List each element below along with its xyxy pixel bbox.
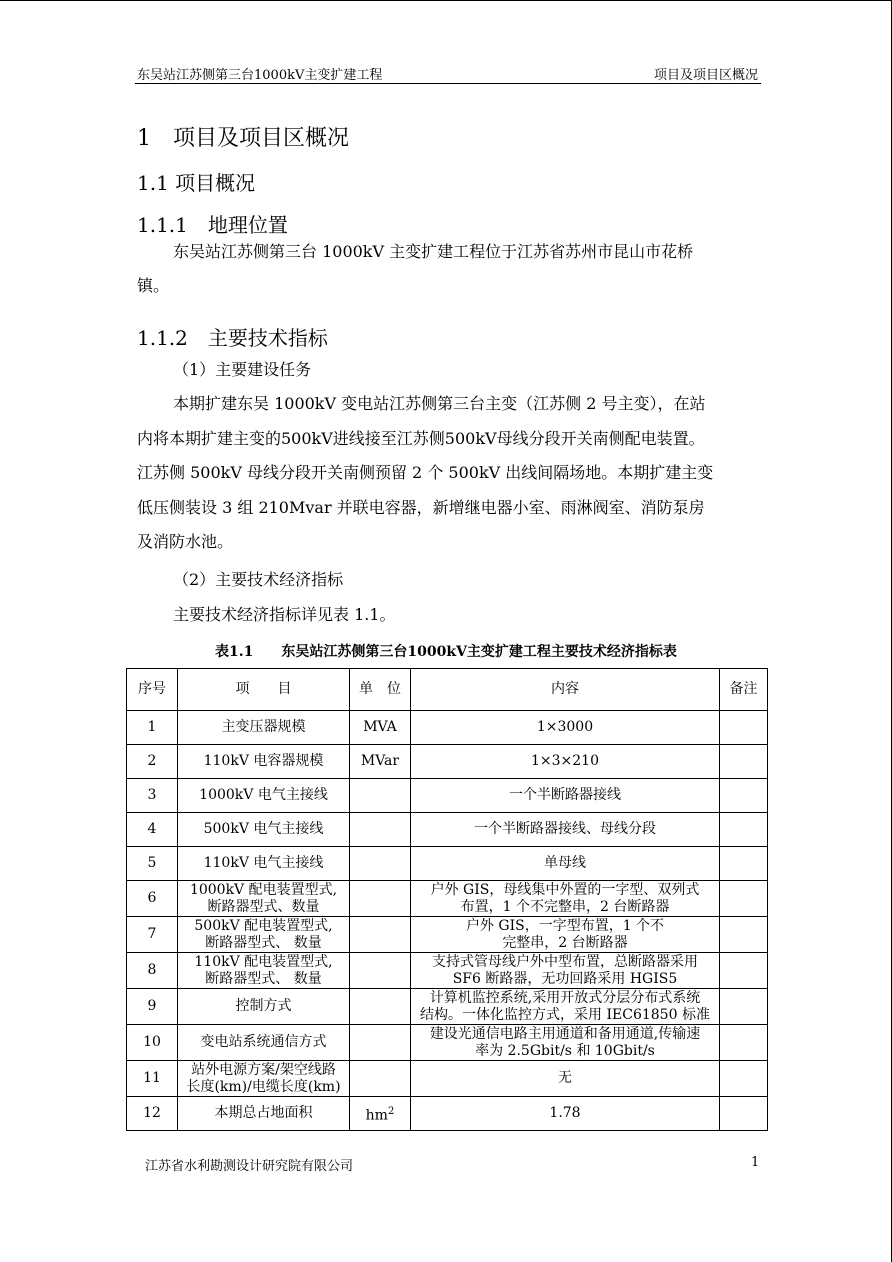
cell-line: 布置，1 个不完整串，2 台断路器 [460, 898, 670, 915]
cell-content [411, 1061, 720, 1097]
table-row [127, 989, 768, 1025]
cell-unit [350, 917, 411, 953]
cell-content [411, 745, 720, 779]
unit-text: MVA [363, 719, 397, 735]
cell-unit [350, 813, 411, 847]
table-row [127, 745, 768, 779]
cell-item [178, 881, 350, 917]
cell-note [720, 953, 768, 989]
header-item: 项 目 [178, 669, 350, 711]
cell-line: 110kV 配电装置型式, [194, 953, 333, 970]
cell-item [178, 1061, 350, 1097]
cell-line: 断路器型式、数量 [207, 898, 320, 915]
tech-econ-reference: 主要技术经济指标详见表 1.1。 [173, 605, 396, 624]
cell-line: 1.78 [549, 1105, 581, 1121]
unit-superscript: 2 [387, 1105, 395, 1117]
cell-content [411, 847, 720, 881]
task-line: 内将本期扩建主变的500kV进线接至江苏侧500kV母线分段开关南侧配电装置。 [137, 428, 705, 448]
cell-content [411, 813, 720, 847]
cell-item [178, 1025, 350, 1061]
cell-note [720, 1061, 768, 1097]
cell-line: 本期总占地面积 [214, 1105, 313, 1121]
cell-content [411, 1097, 720, 1131]
header-rule [135, 83, 761, 84]
footer-company: 江苏省水利勘测设计研究院有限公司 [145, 1159, 354, 1174]
cell-line: 率为 2.5Gbit/s 和 10Gbit/s [475, 1042, 655, 1059]
cell-item [178, 745, 350, 779]
subheading-construction-task: （1）主要建设任务 [173, 360, 312, 379]
unit-text: hm [365, 1107, 388, 1124]
subsection-heading-location: 1.1.1 地理位置 [137, 213, 288, 237]
cell-note [720, 917, 768, 953]
running-header-right: 项目及项目区概况 [653, 68, 758, 83]
task-line: 本期扩建东吴 1000kV 变电站江苏侧第三台主变（江苏侧 2 号主变），在站 [173, 394, 706, 413]
subsection-heading-tech: 1.1.2 主要技术指标 [137, 326, 328, 350]
table-row [127, 953, 768, 989]
cell-line: 1×3×210 [531, 753, 599, 769]
cell-line: 1000kV 电气主接线 [199, 787, 328, 803]
cell-no: 11 [127, 1061, 178, 1097]
table-row [127, 1025, 768, 1061]
tech-econ-table [126, 668, 768, 1131]
cell-no: 5 [127, 847, 178, 881]
cell-line: 计算机监控系统,采用开放式分层分布式系统 [429, 989, 701, 1006]
cell-unit [350, 1025, 411, 1061]
table-caption: 表1.1 东吴站江苏侧第三台1000kV主变扩建工程主要技术经济指标表 [215, 644, 677, 660]
cell-no: 2 [127, 745, 178, 779]
cell-line: 500kV 配电装置型式, [194, 917, 333, 934]
cell-note [720, 779, 768, 813]
cell-unit [350, 1061, 411, 1097]
subheading-tech-econ: （2）主要技术经济指标 [173, 570, 344, 589]
cell-note [720, 1097, 768, 1131]
cell-unit [350, 847, 411, 881]
cell-line: 建设光通信电路主用通道和备用通道,传输速 [429, 1025, 701, 1042]
cell-item [178, 711, 350, 745]
cell-line: 断路器型式、 数量 [205, 970, 322, 987]
location-text-line2: 镇。 [137, 276, 170, 295]
cell-unit [350, 953, 411, 989]
cell-note [720, 711, 768, 745]
cell-note [720, 1025, 768, 1061]
cell-content [411, 953, 720, 989]
chapter-heading: 1 项目及项目区概况 [137, 126, 349, 151]
cell-line: 长度(km)/电缆长度(km) [186, 1078, 341, 1095]
cell-line: 结构。一体化监控方式，采用 IEC61850 标准 [420, 1006, 710, 1023]
cell-line: 1000kV 配电装置型式, [189, 881, 338, 898]
header-unit: 单 位 [350, 669, 411, 711]
table-row [127, 881, 768, 917]
cell-note [720, 813, 768, 847]
header-content: 内容 [411, 669, 720, 711]
header-no: 序号 [127, 669, 178, 711]
cell-line: 主变压器规模 [221, 719, 306, 735]
footer-page-number: 1 [751, 1155, 760, 1170]
cell-line: 500kV 电气主接线 [203, 821, 324, 837]
table-row [127, 813, 768, 847]
cell-line: 110kV 电容器规模 [203, 753, 324, 769]
cell-line: 站外电源方案/架空线路 [191, 1061, 336, 1078]
task-line: 低压侧装设 3 组 210Mvar 并联电容器，新增继电器小室、雨淋阀室、消防泵房 [137, 497, 705, 517]
cell-item [178, 847, 350, 881]
table-header-row [127, 669, 768, 711]
table-row [127, 847, 768, 881]
cell-no: 7 [127, 917, 178, 953]
cell-line: 完整串，2 台断路器 [502, 934, 628, 951]
cell-no: 10 [127, 1025, 178, 1061]
page-border-top [0, 0, 892, 1]
cell-note [720, 881, 768, 917]
cell-line: 控制方式 [235, 998, 292, 1014]
cell-no: 12 [127, 1097, 178, 1131]
cell-no: 6 [127, 881, 178, 917]
cell-no: 4 [127, 813, 178, 847]
cell-unit [350, 989, 411, 1025]
cell-line: 户外 GIS，一字型布置，1 个不 [465, 917, 665, 934]
cell-content [411, 1025, 720, 1061]
unit-text: MVar [360, 753, 400, 769]
cell-item [178, 1097, 350, 1131]
cell-line: 断路器型式、 数量 [205, 934, 322, 951]
cell-note [720, 745, 768, 779]
cell-item [178, 779, 350, 813]
cell-content [411, 989, 720, 1025]
task-line: 江苏侧 500kV 母线分段开关南侧预留 2 个 500kV 出线间隔场地。本期扩建主变 [137, 463, 714, 482]
cell-note [720, 989, 768, 1025]
location-text-line1: 东吴站江苏侧第三台 1000kV 主变扩建工程位于江苏省苏州市昆山市花桥 [173, 242, 694, 261]
cell-no: 1 [127, 711, 178, 745]
cell-item [178, 953, 350, 989]
cell-content [411, 779, 720, 813]
cell-line: 无 [558, 1070, 572, 1086]
cell-no: 3 [127, 779, 178, 813]
cell-line: 一个半断路器接线、母线分段 [474, 821, 656, 837]
cell-line: 支持式管母线户外中型布置，总断路器采用 [432, 953, 698, 970]
table-row [127, 1061, 768, 1097]
cell-line: SF6 断路器，无功回路采用 HGIS5 [452, 970, 678, 987]
header-note: 备注 [720, 669, 768, 711]
cell-unit [350, 1097, 411, 1131]
cell-line: 110kV 电气主接线 [203, 855, 324, 871]
task-line: 及消防水池。 [137, 532, 234, 551]
cell-item [178, 813, 350, 847]
cell-content [411, 881, 720, 917]
cell-line: 变电站系统通信方式 [200, 1034, 327, 1050]
cell-content [411, 917, 720, 953]
cell-note [720, 847, 768, 881]
construction-task-paragraph [137, 387, 759, 560]
cell-unit [350, 779, 411, 813]
cell-line: 1×3000 [536, 719, 594, 735]
cell-item [178, 917, 350, 953]
cell-unit [350, 745, 411, 779]
table-row [127, 917, 768, 953]
table-row [127, 1097, 768, 1131]
cell-content [411, 711, 720, 745]
cell-no: 9 [127, 989, 178, 1025]
table-row [127, 711, 768, 745]
section-heading: 1.1 项目概况 [137, 171, 256, 195]
cell-line: 户外 GIS，母线集中外置的一字型、双列式 [430, 881, 700, 898]
cell-unit [350, 711, 411, 745]
table-row [127, 779, 768, 813]
cell-line: 一个半断路器接线 [509, 787, 621, 803]
cell-no: 8 [127, 953, 178, 989]
cell-unit [350, 881, 411, 917]
cell-item [178, 989, 350, 1025]
cell-line: 单母线 [544, 855, 586, 871]
running-header-left: 东吴站江苏侧第三台1000kV主变扩建工程 [137, 68, 383, 83]
